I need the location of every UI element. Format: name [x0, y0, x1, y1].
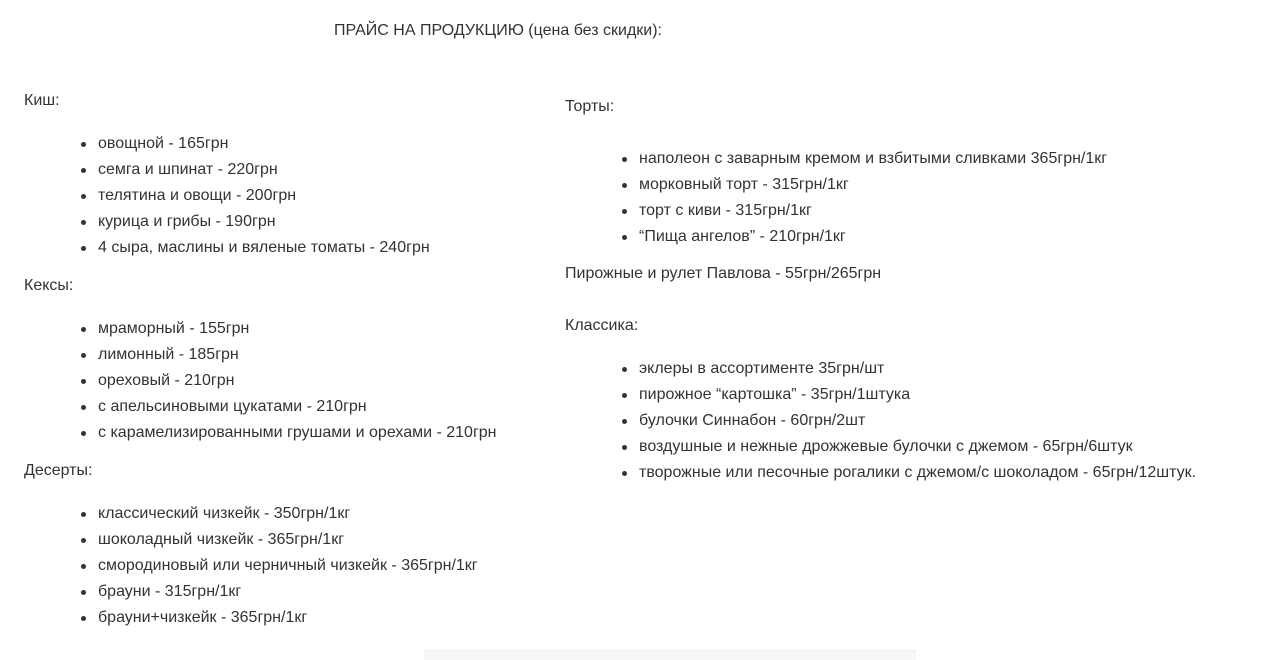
list-item: классический чизкейк - 350грн/1кг [24, 505, 554, 531]
section-heading-torty: Торты: [565, 98, 615, 115]
list-item: морковный торт - 315грн/1кг [565, 176, 1265, 202]
left-price-column [24, 92, 554, 647]
list-item: курица и грибы - 190грн [24, 213, 554, 239]
list-item: ореховый - 210грн [24, 372, 554, 398]
right-price-column [565, 98, 1265, 490]
list-item: семга и шпинат - 220грн [24, 161, 554, 187]
list-item: шоколадный чизкейк - 365грн/1кг [24, 531, 554, 557]
list-item: с апельсиновыми цукатами - 210грн [24, 398, 554, 424]
list-item: наполеон с заварным кремом и взбитыми сливками 365грн/1кг [565, 150, 1265, 176]
list-item: пирожное “картошка” - 35грн/1штука [565, 386, 1265, 412]
section-heading-kish: Киш: [24, 92, 60, 109]
section-heading-deserty: Десерты: [24, 462, 93, 479]
section-heading-klassika: Классика: [565, 317, 639, 334]
list-item: творожные или песочные рогалики с джемом/с шоколадом - 65грн/12штук. [565, 464, 1265, 490]
list-item: брауни - 315грн/1кг [24, 583, 554, 609]
torty-list [565, 150, 1265, 254]
list-item: 4 сыра, маслины и вяленые томаты - 240грн [24, 239, 554, 265]
list-item: эклеры в ассортименте 35грн/шт [565, 360, 1265, 386]
klassika-list [565, 360, 1265, 490]
list-item: воздушные и нежные дрожжевые булочки с джемом - 65грн/6штук [565, 438, 1265, 464]
list-item: “Пища ангелов” - 210грн/1кг [565, 228, 1265, 254]
list-item: мраморный - 155грн [24, 320, 554, 346]
list-item: с карамелизированными грушами и орехами - 210грн [24, 424, 554, 450]
deserty-list [24, 505, 554, 635]
kish-list [24, 135, 554, 265]
page-title: ПРАЙС НА ПРОДУКЦИЮ (цена без скидки): [334, 22, 662, 39]
list-item: овощной - 165грн [24, 135, 554, 161]
list-item: смородиновый или черничный чизкейк - 365грн/1кг [24, 557, 554, 583]
keksy-list [24, 320, 554, 450]
list-item: брауни+чизкейк - 365грн/1кг [24, 609, 554, 635]
pavlova-price-line: Пирожные и рулет Павлова - 55грн/265грн [565, 265, 882, 282]
list-item: торт с киви - 315грн/1кг [565, 202, 1265, 228]
section-heading-keksy: Кексы: [24, 277, 74, 294]
list-item: лимонный - 185грн [24, 346, 554, 372]
list-item: булочки Синнабон - 60грн/2шт [565, 412, 1265, 438]
list-item: телятина и овощи - 200грн [24, 187, 554, 213]
